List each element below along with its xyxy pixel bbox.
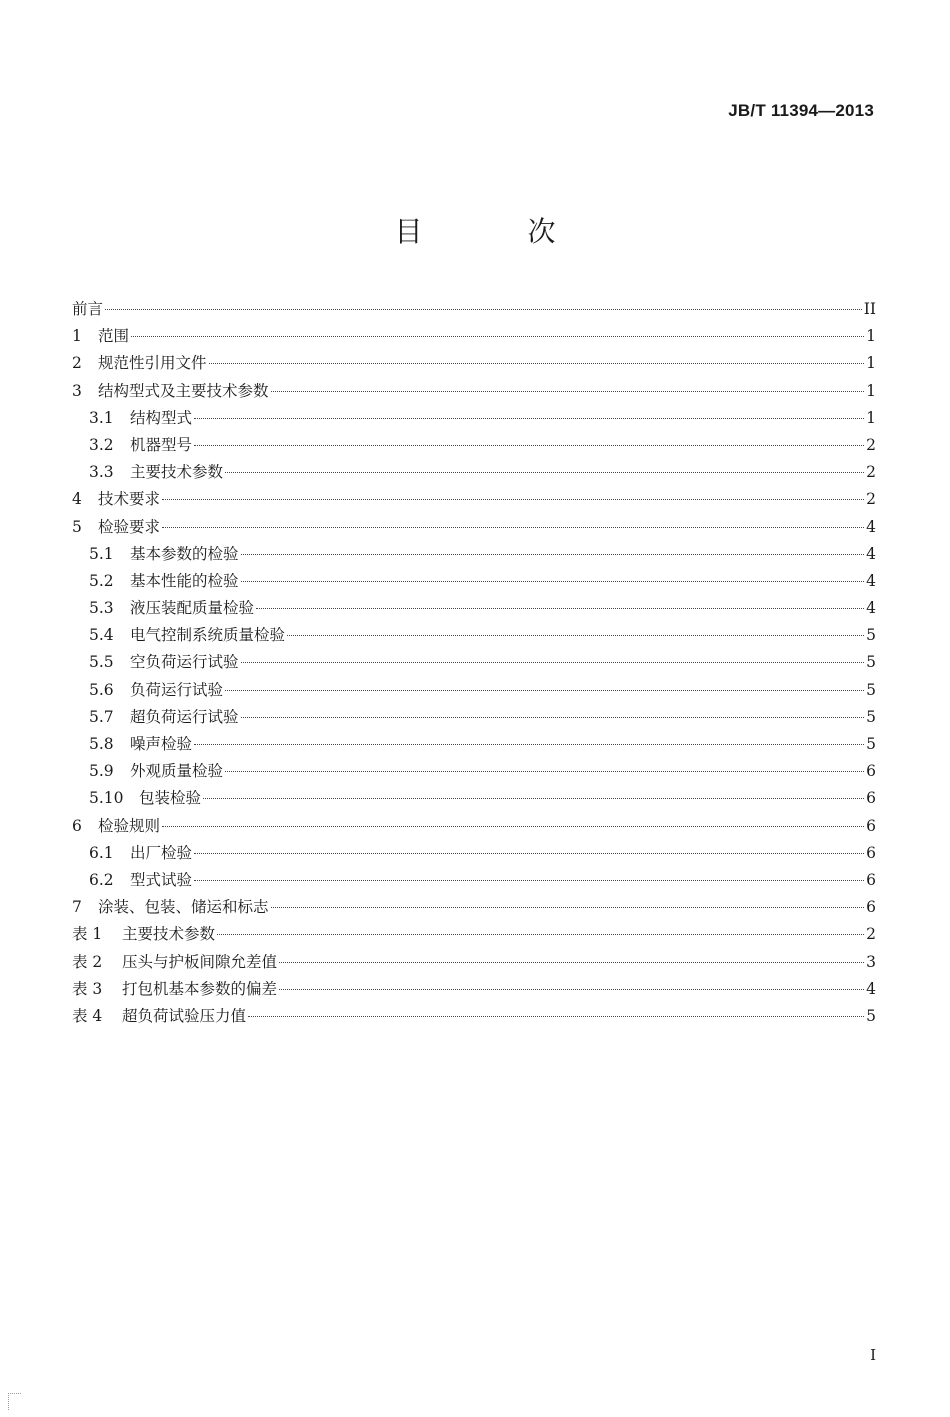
dot-leader xyxy=(194,744,864,745)
page-title: 目 次 xyxy=(394,215,604,248)
toc-entry-page: 1 xyxy=(866,381,876,400)
toc-entry-page: 5 xyxy=(866,626,876,645)
toc-entry-page: 1 xyxy=(866,354,876,373)
toc-entry-title: 主要技术参数 xyxy=(122,925,216,944)
toc-entry-number: 5.2 xyxy=(89,571,114,590)
toc-entry-title: 前言 xyxy=(72,300,104,318)
toc-entry[interactable] xyxy=(72,432,876,459)
toc-entry-page: 5 xyxy=(866,735,876,753)
toc-entry-page: 6 xyxy=(866,898,876,917)
toc-entry-title: 结构型式 xyxy=(130,408,193,427)
toc-entry-title: 电气控制系统质量检验 xyxy=(130,626,286,645)
toc-entry[interactable] xyxy=(72,296,876,323)
toc-entry-page: 6 xyxy=(866,816,876,835)
dot-leader xyxy=(194,880,864,881)
toc-entry[interactable] xyxy=(72,894,876,921)
toc-entry-page: 1 xyxy=(866,327,876,346)
toc-entry-page: 4 xyxy=(866,544,876,563)
toc-entry[interactable] xyxy=(72,459,876,486)
dot-leader xyxy=(241,554,865,555)
toc-entry-page: 4 xyxy=(866,517,876,536)
dot-leader xyxy=(287,635,864,636)
toc-entry-page: 4 xyxy=(866,979,876,998)
toc-entry[interactable] xyxy=(72,649,876,676)
toc-entry[interactable] xyxy=(72,486,876,513)
toc-entry-number: 5.7 xyxy=(89,707,114,726)
toc-entry-number: 5.9 xyxy=(89,762,114,781)
toc-entry-page: 4 xyxy=(866,599,876,618)
toc-entry-page: 6 xyxy=(866,762,876,781)
dot-leader xyxy=(241,662,865,663)
dot-leader xyxy=(225,690,864,691)
dot-leader xyxy=(162,527,864,528)
dot-leader xyxy=(105,309,862,310)
toc-entry[interactable] xyxy=(72,731,876,758)
dot-leader xyxy=(248,1016,864,1017)
dot-leader xyxy=(194,418,864,419)
scan-artifact xyxy=(8,1393,21,1410)
toc-entry-number: 3.1 xyxy=(89,408,114,427)
toc-entry[interactable] xyxy=(72,378,876,405)
toc-entry[interactable] xyxy=(72,350,876,377)
toc-entry-number: 6 xyxy=(72,816,82,835)
toc-entry-title: 检验要求 xyxy=(98,517,161,536)
toc-entry[interactable] xyxy=(72,976,876,1003)
toc-entry-page: 5 xyxy=(866,707,876,726)
toc-entry-page: II xyxy=(863,300,876,318)
toc-entry[interactable] xyxy=(72,622,876,649)
toc-entry-number: 5.4 xyxy=(89,626,114,645)
toc-entry[interactable] xyxy=(72,514,876,541)
toc-entry-number: 3 xyxy=(72,381,82,400)
dot-leader xyxy=(162,826,864,827)
toc-entry-page: 2 xyxy=(866,463,876,482)
toc-entry-number: 6.1 xyxy=(89,843,114,862)
toc-entry-title: 涂装、包装、储运和标志 xyxy=(98,898,269,917)
toc-entry-title: 出厂检验 xyxy=(130,843,193,862)
toc-entry-title: 外观质量检验 xyxy=(130,762,224,781)
toc-entry-page: 2 xyxy=(866,925,876,944)
dot-leader xyxy=(194,853,864,854)
toc-entry-number: 5.8 xyxy=(89,735,114,753)
toc-entry-number: 5 xyxy=(72,517,82,536)
page-number: I xyxy=(870,1346,876,1364)
toc-entry-page: 2 xyxy=(866,435,876,454)
toc-entry-title: 超负荷运行试验 xyxy=(130,707,239,726)
toc-entry-number: 3.3 xyxy=(89,463,114,482)
toc-entry-title: 规范性引用文件 xyxy=(98,354,207,373)
dot-leader xyxy=(279,989,864,990)
toc-entry-page: 2 xyxy=(866,490,876,509)
dot-leader xyxy=(225,771,864,772)
dot-leader xyxy=(131,336,864,337)
toc-entry-title: 基本参数的检验 xyxy=(130,544,239,563)
toc-entry-number: 4 xyxy=(72,490,82,509)
toc-entry-number: 表 4 xyxy=(72,1006,103,1025)
toc-entry-title: 压头与护板间隙允差值 xyxy=(122,952,278,971)
toc-entry-number: 5.1 xyxy=(89,544,114,563)
toc-entry-page: 4 xyxy=(866,571,876,590)
toc-entry-title: 液压装配质量检验 xyxy=(130,599,255,618)
toc-entry-title: 打包机基本参数的偏差 xyxy=(122,979,278,998)
dot-leader xyxy=(225,472,864,473)
dot-leader xyxy=(241,581,865,582)
dot-leader xyxy=(256,608,864,609)
toc-entry[interactable] xyxy=(72,568,876,595)
toc-entry[interactable] xyxy=(72,785,876,812)
toc-entry-page: 5 xyxy=(866,1006,876,1025)
toc-entry-number: 6.2 xyxy=(89,870,114,889)
toc-entry-page: 5 xyxy=(866,653,876,672)
toc-entry[interactable] xyxy=(72,813,876,840)
dot-leader xyxy=(279,962,864,963)
toc-entry-title: 噪声检验 xyxy=(130,735,193,753)
toc-entry-title: 主要技术参数 xyxy=(130,463,224,482)
dot-leader xyxy=(162,499,864,500)
toc-entry-number: 表 2 xyxy=(72,952,103,971)
toc-entry-page: 3 xyxy=(866,952,876,971)
toc-entry-title: 包装检验 xyxy=(139,789,202,808)
toc-entry-page: 1 xyxy=(866,408,876,427)
standard-number: JB/T 11394—2013 xyxy=(728,101,874,120)
toc-entry-number: 5.3 xyxy=(89,599,114,618)
toc-entry[interactable] xyxy=(72,405,876,432)
toc-entry-number: 2 xyxy=(72,354,82,373)
toc-entry-page: 6 xyxy=(866,789,876,808)
toc-entry-number: 表 1 xyxy=(72,925,103,944)
toc-entry-number: 表 3 xyxy=(72,979,103,998)
toc-entry-number: 7 xyxy=(72,898,82,917)
toc-entry[interactable] xyxy=(72,541,876,568)
toc-entry-number: 1 xyxy=(72,327,82,346)
toc-entry-title: 范围 xyxy=(98,327,130,346)
dot-leader xyxy=(194,445,864,446)
toc-entry[interactable] xyxy=(72,323,876,350)
toc-entry-title: 机器型号 xyxy=(130,435,193,454)
dot-leader xyxy=(271,391,865,392)
toc-entry-title: 检验规则 xyxy=(98,816,161,835)
toc-entry[interactable] xyxy=(72,758,876,785)
dot-leader xyxy=(217,934,864,935)
toc-entry[interactable] xyxy=(72,677,876,704)
dot-leader xyxy=(241,717,865,718)
toc-entry-number: 3.2 xyxy=(89,435,114,454)
toc-entry-number: 5.10 xyxy=(89,789,124,808)
table-of-contents xyxy=(72,296,876,1030)
toc-entry-title: 结构型式及主要技术参数 xyxy=(98,381,269,400)
dot-leader xyxy=(271,907,865,908)
toc-entry-page: 5 xyxy=(866,680,876,699)
toc-entry-page: 6 xyxy=(866,870,876,889)
toc-entry[interactable] xyxy=(72,704,876,731)
toc-entry-number: 5.5 xyxy=(89,653,114,672)
toc-entry-title: 技术要求 xyxy=(98,490,161,509)
toc-entry-page: 6 xyxy=(866,843,876,862)
toc-entry[interactable] xyxy=(72,921,876,948)
toc-entry-title: 空负荷运行试验 xyxy=(130,653,239,672)
toc-entry-title: 基本性能的检验 xyxy=(130,571,239,590)
toc-entry-title: 负荷运行试验 xyxy=(130,680,224,699)
toc-entry[interactable] xyxy=(72,867,876,894)
toc-entry[interactable] xyxy=(72,949,876,976)
toc-entry-title: 超负荷试验压力值 xyxy=(122,1006,247,1025)
toc-entry-number: 5.6 xyxy=(89,680,114,699)
dot-leader xyxy=(203,798,864,799)
toc-entry-title: 型式试验 xyxy=(130,870,193,889)
toc-entry[interactable] xyxy=(72,840,876,867)
dot-leader xyxy=(209,363,865,364)
toc-entry[interactable] xyxy=(72,1003,876,1030)
toc-entry[interactable] xyxy=(72,595,876,622)
